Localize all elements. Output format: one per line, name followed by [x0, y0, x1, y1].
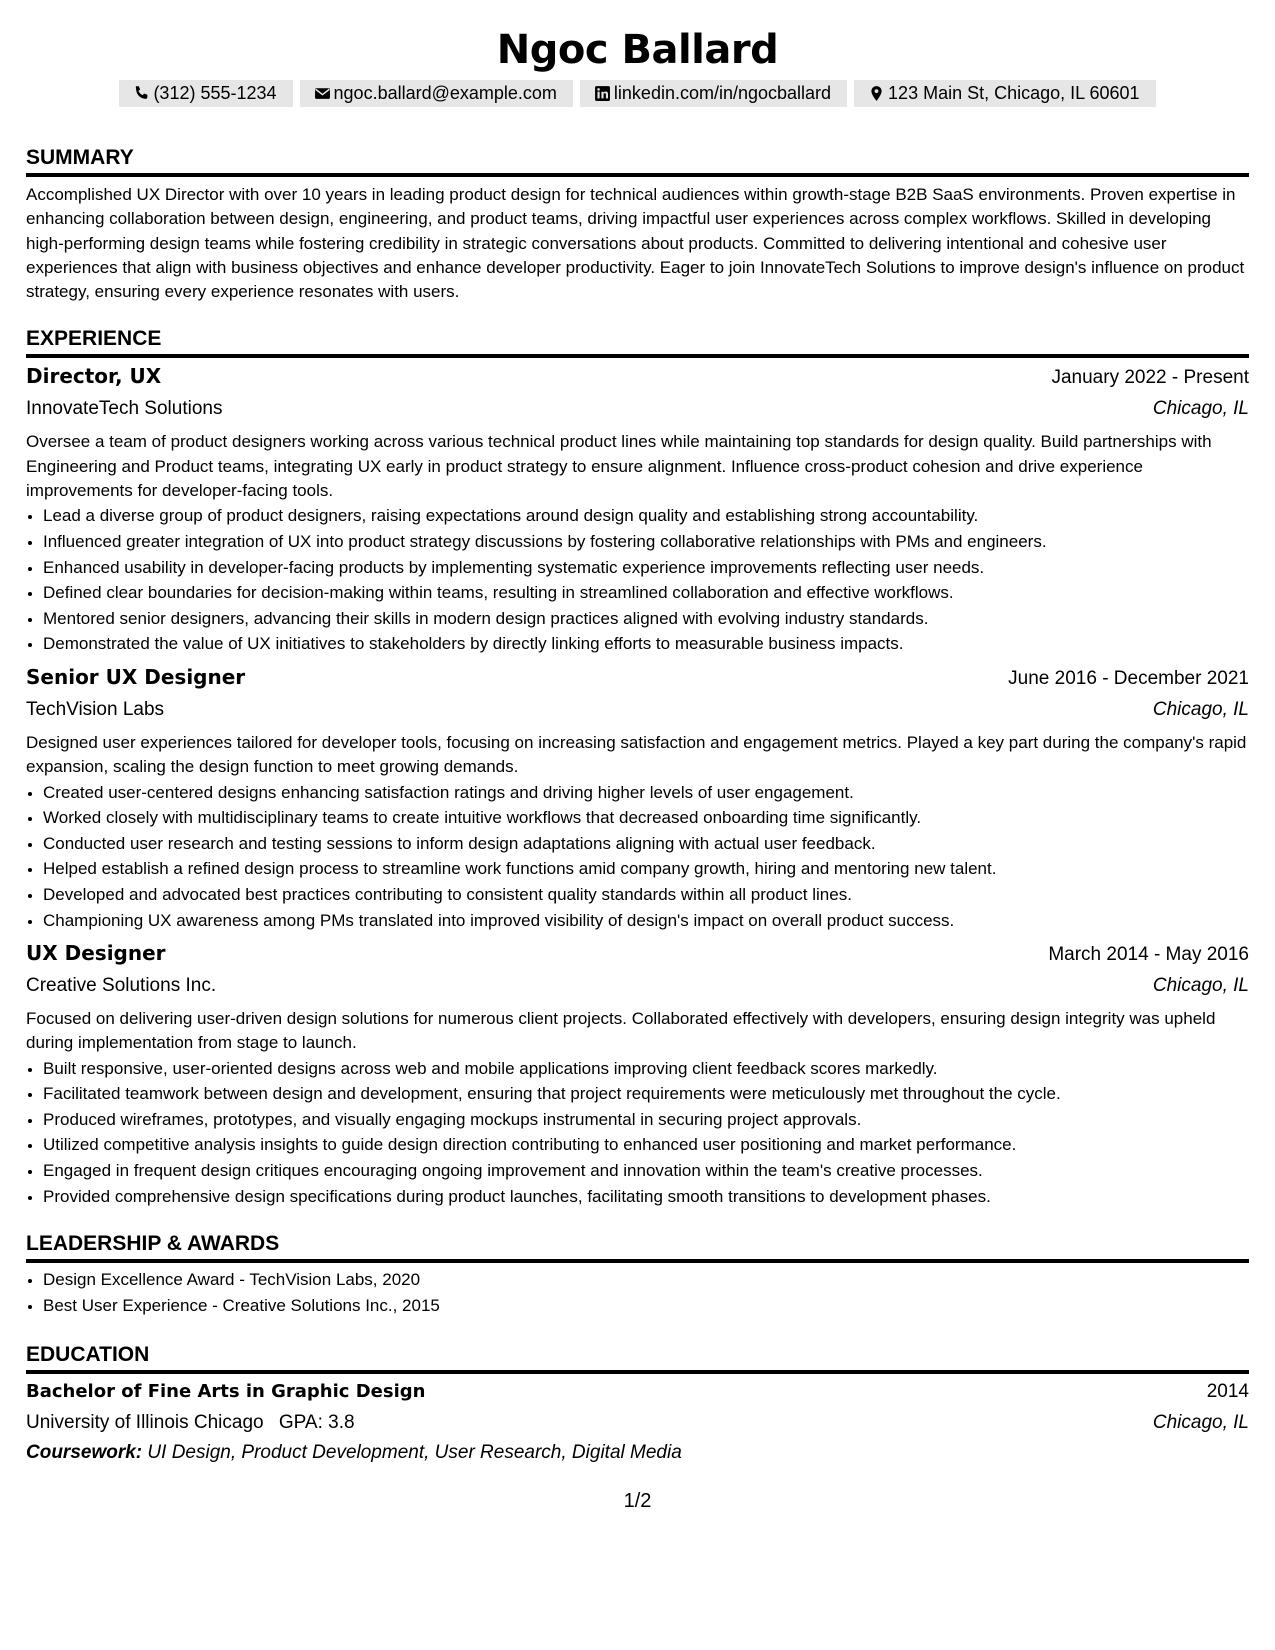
school-line: [26, 1407, 355, 1438]
list-item: • Provided comprehensive design specifications during product launches, facilitating smooth transitions to development phases.: [43, 1184, 1249, 1210]
coursework-text: UI Design, Product Development, User Research, Digital Media: [147, 1442, 682, 1464]
list-item: • Lead a diverse group of product designers, raising expectations around design quality and establishing strong accountability.: [43, 503, 1249, 529]
coursework: [26, 1438, 1249, 1468]
job-title: UX Designer: [26, 941, 166, 966]
email-text: ngoc.ballard@example.com: [333, 83, 557, 103]
list-item: • Defined clear boundaries for decision-making within teams, resulting in streamlined collaboration and effective workflows.: [43, 580, 1249, 606]
summary-section: [26, 127, 1249, 304]
section-title: SUMMARY: [26, 127, 1249, 177]
company-name: TechVision Labs: [26, 698, 165, 720]
contact-address[interactable]: [854, 80, 1156, 107]
list-item: • Facilitated teamwork between design and development, ensuring that project requirements were meticulously met throughout the cycle.: [43, 1081, 1249, 1107]
section-title: EXPERIENCE: [26, 308, 1249, 358]
contact-phone[interactable]: [119, 80, 292, 107]
job-bullets: [26, 780, 1249, 934]
section-title: EDUCATION: [26, 1324, 1249, 1374]
phone-text: (312) 555-1234: [153, 83, 277, 103]
degree-title: Bachelor of Fine Arts in Graphic Design: [26, 1381, 426, 1403]
list-item: • Enhanced usability in developer-facing products by implementing systematic experience improvements reflecting user needs.: [43, 555, 1249, 581]
gpa: GPA: 3.8: [278, 1412, 355, 1434]
page-number: 1/2: [623, 1490, 652, 1512]
list-item: • Conducted user research and testing sessions to inform design adaptations aligning with actual user feedback.: [43, 831, 1249, 857]
contact-bar: [26, 80, 1249, 107]
job-dates: June 2016 - December 2021: [1008, 667, 1249, 689]
job-dates: January 2022 - Present: [1051, 367, 1249, 389]
job-dates: March 2014 - May 2016: [1048, 944, 1249, 966]
job-description: Focused on delivering user-driven design solutions for numerous client projects. Collaborated effectively with developers, ensuring design integrity was upheld during implementation from stage to launch.: [26, 1009, 1216, 1053]
list-item: • Engaged in frequent design critiques encouraging ongoing improvement and innovation within the team's creative processes.: [43, 1158, 1249, 1184]
company-name: Creative Solutions Inc.: [26, 975, 217, 997]
list-item: • Influenced greater integration of UX into product strategy discussions by fostering collaborative relationships with PMs and engineers.: [43, 529, 1249, 555]
graduation-year: 2014: [1206, 1381, 1249, 1403]
job-location: Chicago, IL: [1152, 698, 1249, 720]
resume-page: [26, 0, 1249, 1468]
section-title: LEADERSHIP & AWARDS: [26, 1213, 1249, 1263]
list-item: • Utilized competitive analysis insights to guide design direction contributing to enhanced user positioning and market performance.: [43, 1132, 1249, 1158]
job-description: Oversee a team of product designers working across various technical product lines while maintaining top standards for design quality. Build partnerships with Engineering and Product teams, integrating UX early in product strategy to ensure alignment. Influence cross-product cohesion and drive experience improvements for developer-facing tools.: [26, 432, 1212, 501]
list-item: • Produced wireframes, prototypes, and visually engaging mockups instrumental in securing project approvals.: [43, 1107, 1249, 1133]
list-item: • Mentored senior designers, advancing their skills in modern design practices aligned with evolving industry standards.: [43, 606, 1249, 632]
phone-icon: [133, 85, 150, 102]
summary-text: Accomplished UX Director with over 10 years in leading product design for technical audiences within growth-stage B2B SaaS environments. Proven expertise in enhancing collaboration between design, engineering, and product teams, driving impactful user experiences across complex workflows. Skilled in developing high-performing design teams while fostering credibility in strategic conversations about products. Committed to delivering intentional and cohesive user experiences that align with business objectives and enhance developer productivity. Eager to join InnovateTech Solutions to improve design's influence on product strategy, ensuring every experience resonates with users.: [26, 185, 1245, 302]
education-section: [26, 1324, 1249, 1468]
school-name: University of Illinois Chicago: [26, 1412, 264, 1434]
leadership-section: [26, 1213, 1249, 1318]
job-title: Director, UX: [26, 364, 162, 389]
list-item: • Championing UX awareness among PMs translated into improved visibility of design's impact on overall product success.: [43, 908, 1249, 934]
school-location: Chicago, IL: [1152, 1412, 1249, 1434]
list-item: • Best User Experience - Creative Solutions Inc., 2015: [43, 1293, 1249, 1319]
coursework-label: Coursework:: [26, 1442, 143, 1464]
experience-section: [26, 308, 1249, 1209]
job-bullets: [26, 1056, 1249, 1210]
list-item: • Worked closely with multidisciplinary teams to create intuitive workflows that decreased onboarding time significantly.: [43, 805, 1249, 831]
list-item: • Created user-centered designs enhancing satisfaction ratings and driving higher levels of user engagement.: [43, 780, 1249, 806]
company-name: InnovateTech Solutions: [26, 398, 223, 420]
job-title: Senior UX Designer: [26, 664, 246, 689]
awards-list: [26, 1267, 1249, 1318]
job-entry: [26, 662, 1249, 933]
list-item: • Built responsive, user-oriented designs across web and mobile applications improving client feedback scores markedly.: [43, 1056, 1249, 1082]
linkedin-icon: [594, 85, 611, 102]
job-location: Chicago, IL: [1152, 398, 1249, 420]
linkedin-text: linkedin.com/in/ngocballard: [613, 83, 832, 103]
list-item: • Helped establish a refined design process to streamline work functions amid company growth, hiring and mentoring new talent.: [43, 856, 1249, 882]
list-item: • Design Excellence Award - TechVision Labs, 2020: [43, 1267, 1249, 1293]
contact-email[interactable]: [300, 80, 573, 107]
job-entry: [26, 938, 1249, 1209]
list-item: • Demonstrated the value of UX initiatives to stakeholders by directly linking efforts to measurable business impacts.: [43, 631, 1249, 657]
job-description: Designed user experiences tailored for developer tools, focusing on increasing satisfaction and engagement metrics. Played a key part during the company's rapid expansion, scaling the design function to meet growing demands.: [26, 732, 1247, 777]
map-pin-icon: [868, 85, 885, 102]
list-item: • Developed and advocated best practices contributing to consistent quality standards within all product lines.: [43, 882, 1249, 908]
candidate-name: Ngoc Ballard: [496, 27, 779, 73]
job-entry: [26, 361, 1249, 656]
address-text: 123 Main St, Chicago, IL 60601: [888, 83, 1140, 103]
job-bullets: [26, 503, 1249, 657]
job-location: Chicago, IL: [1152, 975, 1249, 997]
contact-linkedin[interactable]: [580, 80, 847, 107]
envelope-icon: [314, 85, 331, 102]
